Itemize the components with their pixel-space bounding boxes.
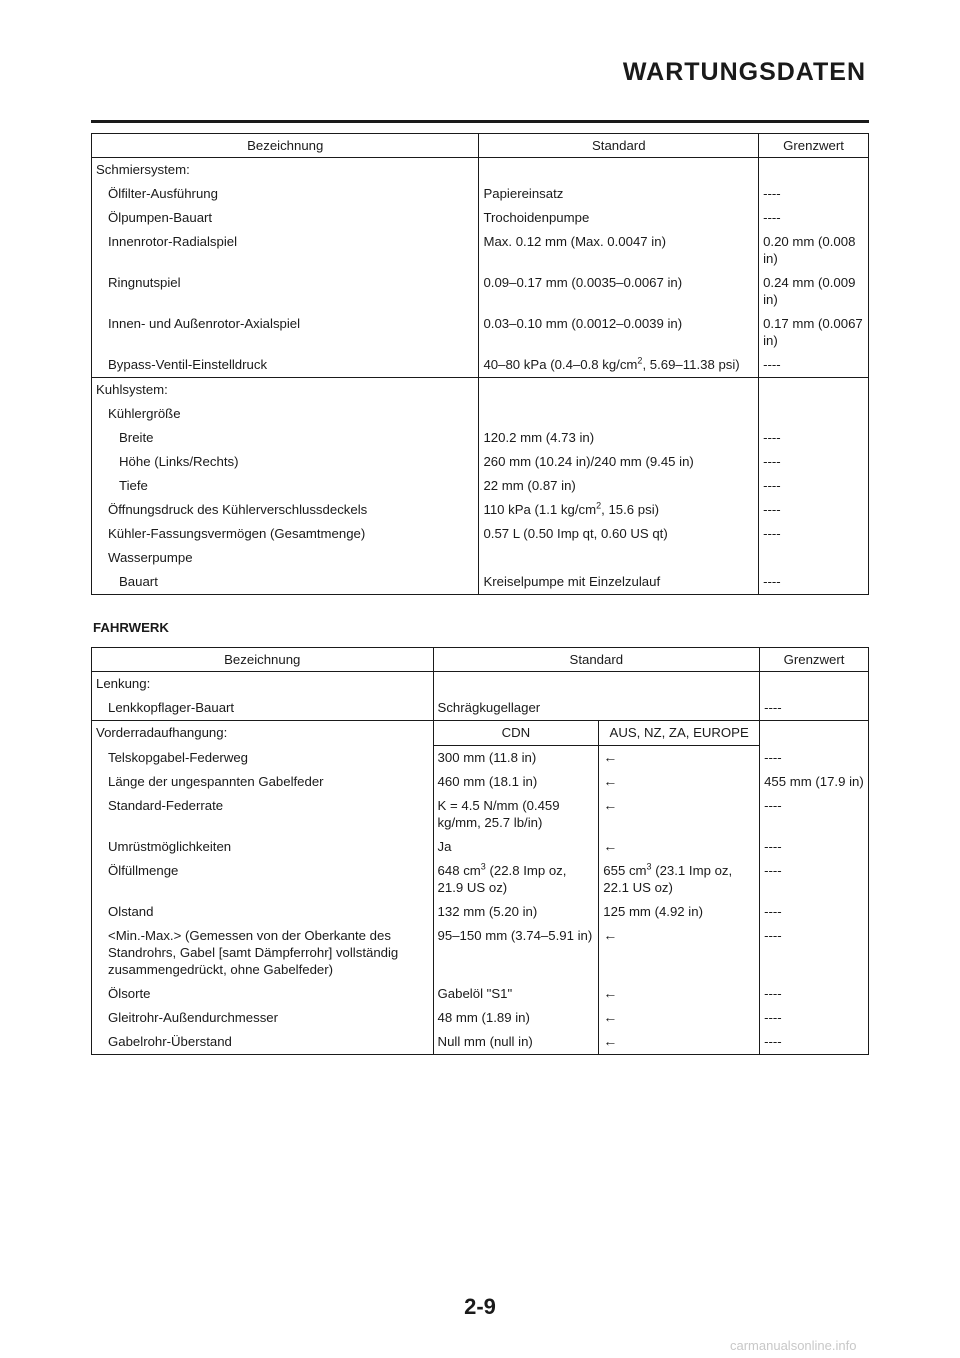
spec-limit: ----: [760, 1006, 869, 1030]
spec-name: Bypass-Ventil-Einstelldruck: [92, 353, 479, 378]
spec-limit: ----: [759, 182, 869, 206]
table-header-row: [92, 648, 869, 672]
spec-name: Tiefe: [92, 474, 479, 498]
spec-standard: 110 kPa (1.1 $kg/cm^2$, 15.6 psi): [479, 498, 759, 522]
group-label: Kuhlsystem:: [92, 378, 479, 403]
spec-standard: Kreiselpumpe mit Einzelzulauf: [479, 570, 759, 595]
section-heading: FAHRWERK: [93, 620, 169, 635]
spec-limit: 0.24 mm (0.009 in): [759, 271, 869, 312]
spec-limit: ----: [760, 982, 869, 1006]
spec-name: Umrüstmöglichkeiten: [92, 835, 434, 859]
spec-limit: ----: [759, 522, 869, 546]
spec-standard-cdn: K = 4.5 N/mm (0.459 kg/mm, 25.7 lb/in): [433, 794, 599, 835]
spec-limit: ----: [760, 794, 869, 835]
spec-limit: ----: [759, 474, 869, 498]
spec-name: Ölsorte: [92, 982, 434, 1006]
column-header-standard: Standard: [479, 134, 759, 158]
spec-standard: Trochoidenpumpe: [479, 206, 759, 230]
table-header-row: [92, 134, 869, 158]
spec-standard: 260 mm (10.24 in)/240 mm (9.45 in): [479, 450, 759, 474]
same-as-arrow: ←: [599, 924, 760, 982]
spec-standard: Schrägkugellager: [433, 696, 760, 721]
table-row: [92, 498, 869, 522]
spec-limit: ----: [760, 746, 869, 771]
spec-name: Bauart: [92, 570, 479, 595]
spec-standard: 0.09–0.17 mm (0.0035–0.0067 in): [479, 271, 759, 312]
spec-standard-cdn: 300 mm (11.8 in): [433, 746, 599, 771]
spec-name: Kühlergröße: [92, 402, 479, 426]
same-as-arrow: ←: [599, 746, 760, 771]
column-header-limit: Grenzwert: [759, 134, 869, 158]
spec-limit: 0.17 mm (0.0067 in): [759, 312, 869, 353]
spec-standard: 120.2 mm (4.73 in): [479, 426, 759, 450]
table-row: [92, 770, 869, 794]
spec-standard: 0.03–0.10 mm (0.0012–0.0039 in): [479, 312, 759, 353]
spec-name: Innen- und Außenrotor-Axialspiel: [92, 312, 479, 353]
chassis-table: [91, 647, 869, 1055]
table-row: [92, 312, 869, 353]
spec-name: Innenrotor-Radialspiel: [92, 230, 479, 271]
same-as-arrow: ←: [599, 1006, 760, 1030]
table-row: [92, 271, 869, 312]
spec-standard-cdn: 48 mm (1.89 in): [433, 1006, 599, 1030]
table-row: [92, 1006, 869, 1030]
subheader-cdn: CDN: [433, 721, 599, 746]
spec-standard-cdn: 132 mm (5.20 in): [433, 900, 599, 924]
table-row: [92, 746, 869, 771]
table-row: [92, 450, 869, 474]
spec-name: Ölpumpen-Bauart: [92, 206, 479, 230]
group-label: Vorderradaufhangung:: [92, 721, 434, 746]
spec-standard-europe: 655 $cm^3$ (23.1 Imp oz, 22.1 US oz): [599, 859, 760, 900]
table-row: [92, 546, 869, 570]
same-as-arrow: ←: [599, 1030, 760, 1055]
group-label: Schmiersystem:: [92, 158, 479, 183]
same-as-arrow: ←: [599, 982, 760, 1006]
group-row: [92, 158, 869, 183]
column-header-standard: Standard: [433, 648, 760, 672]
table-row: [92, 426, 869, 450]
spec-limit: ----: [760, 835, 869, 859]
spec-limit: ----: [760, 924, 869, 982]
watermark: carmanualsonline.info: [730, 1338, 857, 1353]
group-label: Lenkung:: [92, 672, 434, 697]
table-row: [92, 900, 869, 924]
spec-limit: ----: [760, 859, 869, 900]
spec-name: Standard-Federrate: [92, 794, 434, 835]
spec-name: Höhe (Links/Rechts): [92, 450, 479, 474]
same-as-arrow: ←: [599, 770, 760, 794]
table-row: [92, 835, 869, 859]
table-row: [92, 794, 869, 835]
group-row: [92, 721, 869, 746]
spec-standard: Papiereinsatz: [479, 182, 759, 206]
spec-name: Gleitrohr-Außendurchmesser: [92, 1006, 434, 1030]
same-as-arrow: ←: [599, 835, 760, 859]
spec-name: <Min.-Max.> (Gemessen von der Oberkante des Standrohrs, Gabel [samt Dämpferrohr] vollständig zusammengedrückt, ohne Gabelfeder): [92, 924, 434, 982]
table-row: [92, 182, 869, 206]
table-row: [92, 353, 869, 378]
spec-name: Ölfüllmenge: [92, 859, 434, 900]
table-row: [92, 859, 869, 900]
same-as-arrow: ←: [599, 794, 760, 835]
column-header-name: Bezeichnung: [92, 648, 434, 672]
spec-standard: Max. 0.12 mm (Max. 0.0047 in): [479, 230, 759, 271]
spec-name: Öffnungsdruck des Kühlerverschlussdeckels: [92, 498, 479, 522]
table-row: [92, 206, 869, 230]
spec-limit: ----: [759, 426, 869, 450]
spec-standard: 22 mm (0.87 in): [479, 474, 759, 498]
spec-limit: 0.20 mm (0.008 in): [759, 230, 869, 271]
column-header-name: Bezeichnung: [92, 134, 479, 158]
spec-standard-cdn: 460 mm (18.1 in): [433, 770, 599, 794]
spec-name: Länge der ungespannten Gabelfeder: [92, 770, 434, 794]
column-header-limit: Grenzwert: [760, 648, 869, 672]
spec-standard-cdn: Ja: [433, 835, 599, 859]
spec-standard-cdn: Null mm (null in): [433, 1030, 599, 1055]
spec-name: Ölfilter-Ausführung: [92, 182, 479, 206]
page-title: WARTUNGSDATEN: [622, 58, 866, 86]
spec-name: Ringnutspiel: [92, 271, 479, 312]
table-row: [92, 522, 869, 546]
spec-standard-cdn: 95–150 mm (3.74–5.91 in): [433, 924, 599, 982]
spec-limit: ----: [759, 450, 869, 474]
spec-name: Kühler-Fassungsvermögen (Gesamtmenge): [92, 522, 479, 546]
spec-name: Gabelrohr-Überstand: [92, 1030, 434, 1055]
spec-name: Olstand: [92, 900, 434, 924]
table-row: [92, 230, 869, 271]
table-row: [92, 474, 869, 498]
table-row: [92, 696, 869, 721]
group-row: [92, 672, 869, 697]
table-row: [92, 924, 869, 982]
spec-standard-europe: 125 mm (4.92 in): [599, 900, 760, 924]
subheader-europe: AUS, NZ, ZA, EUROPE: [599, 721, 760, 746]
table-row: [92, 402, 869, 426]
spec-limit: ----: [760, 900, 869, 924]
spec-standard: 40–80 kPa (0.4–0.8 $kg/cm^2$, 5.69–11.38 psi): [479, 353, 759, 378]
spec-standard-cdn: Gabelöl "S1": [433, 982, 599, 1006]
group-row: [92, 378, 869, 403]
lubrication-cooling-table: [91, 133, 869, 595]
page-number: 2-9: [464, 1294, 496, 1319]
spec-limit: ----: [759, 570, 869, 595]
table-row: [92, 570, 869, 595]
spec-standard-cdn: 648 $cm^3$ (22.8 Imp oz, 21.9 US oz): [433, 859, 599, 900]
spec-name: Breite: [92, 426, 479, 450]
title-rule: [91, 120, 869, 123]
spec-limit: ----: [760, 696, 869, 721]
spec-name: Telskopgabel-Federweg: [92, 746, 434, 771]
spec-limit: 455 mm (17.9 in): [760, 770, 869, 794]
spec-name: Wasserpumpe: [92, 546, 479, 570]
spec-limit: ----: [759, 498, 869, 522]
table-row: [92, 1030, 869, 1055]
spec-limit: ----: [759, 206, 869, 230]
table-row: [92, 982, 869, 1006]
spec-standard: 0.57 L (0.50 Imp qt, 0.60 US qt): [479, 522, 759, 546]
spec-limit: ----: [759, 353, 869, 378]
spec-limit: ----: [760, 1030, 869, 1055]
spec-name: Lenkkopflager-Bauart: [92, 696, 434, 721]
